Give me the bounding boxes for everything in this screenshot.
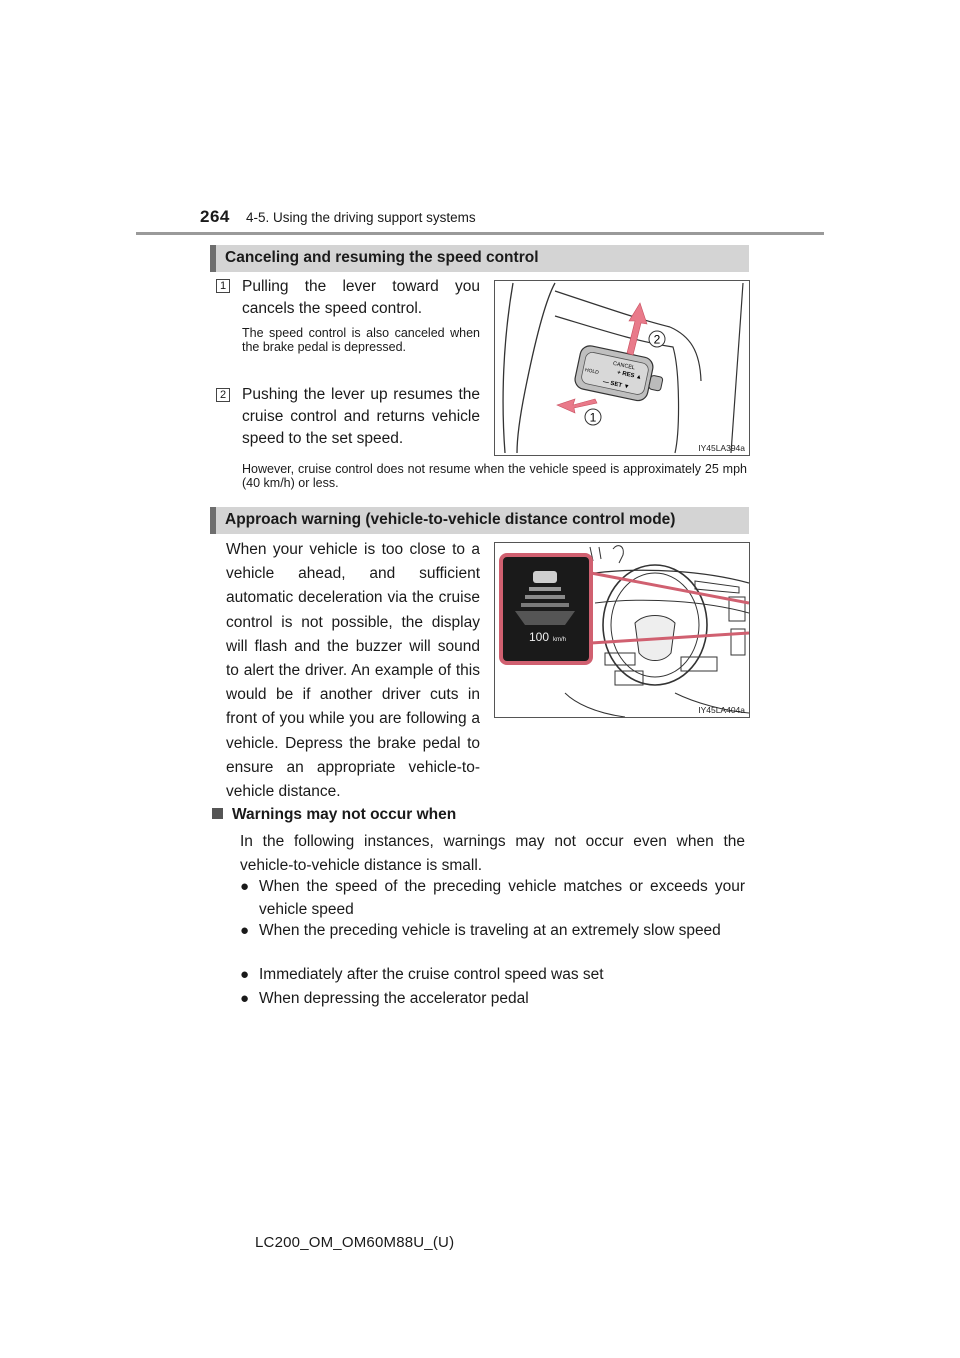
step-1-note: The speed control is also canceled when the brake pedal is depressed. xyxy=(242,326,480,354)
figure-code-lever: IY45LA394a xyxy=(698,443,745,453)
lever-label-set: — SET ▼ xyxy=(602,379,630,391)
display-speed: 100 xyxy=(529,630,550,644)
step-1-number: 1 xyxy=(216,279,230,293)
bullet-icon: ● xyxy=(240,878,250,895)
dashboard-illustration xyxy=(495,543,749,717)
cancel-section-heading xyxy=(210,245,749,272)
warning-item-2 xyxy=(240,920,745,943)
square-bullet-icon xyxy=(212,808,223,819)
document-footer: LC200_OM_OM60M88U_(U) xyxy=(255,1234,455,1251)
section-title: 4-5. Using the driving support systems xyxy=(246,210,476,225)
header-rule xyxy=(136,232,824,235)
lever-figure xyxy=(494,280,750,456)
bullet-icon: ● xyxy=(240,966,250,983)
display-unit: km/h xyxy=(553,637,567,643)
warning-item-3 xyxy=(240,964,745,987)
warnings-heading xyxy=(212,806,456,824)
warning-item-4-text: When depressing the accelerator pedal xyxy=(259,990,529,1007)
page-number: 264 xyxy=(200,207,230,226)
lever-illustration xyxy=(495,281,749,455)
warning-item-4 xyxy=(240,988,745,1011)
callout-1: 1 xyxy=(589,410,597,425)
warnings-heading-text: Warnings may not occur when xyxy=(232,806,457,823)
lever-label-hold: HOLD xyxy=(584,367,600,376)
warning-item-3-text: Immediately after the cruise control speed was set xyxy=(259,966,604,983)
approach-section-heading xyxy=(210,507,749,534)
lever-label-cancel: CANCEL xyxy=(612,360,636,372)
figure-code-dashboard: IY45LA404a xyxy=(698,705,745,715)
step-2-text: Pushing the lever up resumes the cruise control and returns vehicle speed to the set speed. xyxy=(242,386,480,447)
approach-text: When your vehicle is too close to a vehicle ahead, and sufficient automatic deceleration via the cruise control is not possible, the display will flash and the buzzer will sound to alert the driver. An example of this would be if another driver cuts in front of you while you are following a vehicle. Depress the brake pedal to ensure an appropriate vehicle-to-vehicle distance. xyxy=(226,541,480,801)
step-2-number: 2 xyxy=(216,388,230,402)
callout-2: 2 xyxy=(653,332,661,347)
lever-label-res: + RES ▲ xyxy=(616,369,643,382)
warnings-intro: In the following instances, warnings may not occur even when the vehicle-to-vehicle distance is small. xyxy=(240,833,745,875)
dashboard-figure xyxy=(494,542,750,718)
bullet-icon: ● xyxy=(240,922,250,939)
warning-item-2-text: When the preceding vehicle is traveling at an extremely slow speed xyxy=(259,922,721,939)
cancel-section-heading-text: Canceling and resuming the speed control xyxy=(225,249,539,266)
resume-note: However, cruise control does not resume when the vehicle speed is approximately 25 mph (40 km/h) or less. xyxy=(242,462,747,490)
warning-item-1 xyxy=(240,876,745,921)
step-1-text: Pulling the lever toward you cancels the speed control. xyxy=(242,278,480,317)
approach-section-heading-text: Approach warning (vehicle-to-vehicle distance control mode) xyxy=(225,511,676,528)
bullet-icon: ● xyxy=(240,990,250,1007)
warning-item-1-text: When the speed of the preceding vehicle matches or exceeds your vehicle speed xyxy=(259,878,745,918)
